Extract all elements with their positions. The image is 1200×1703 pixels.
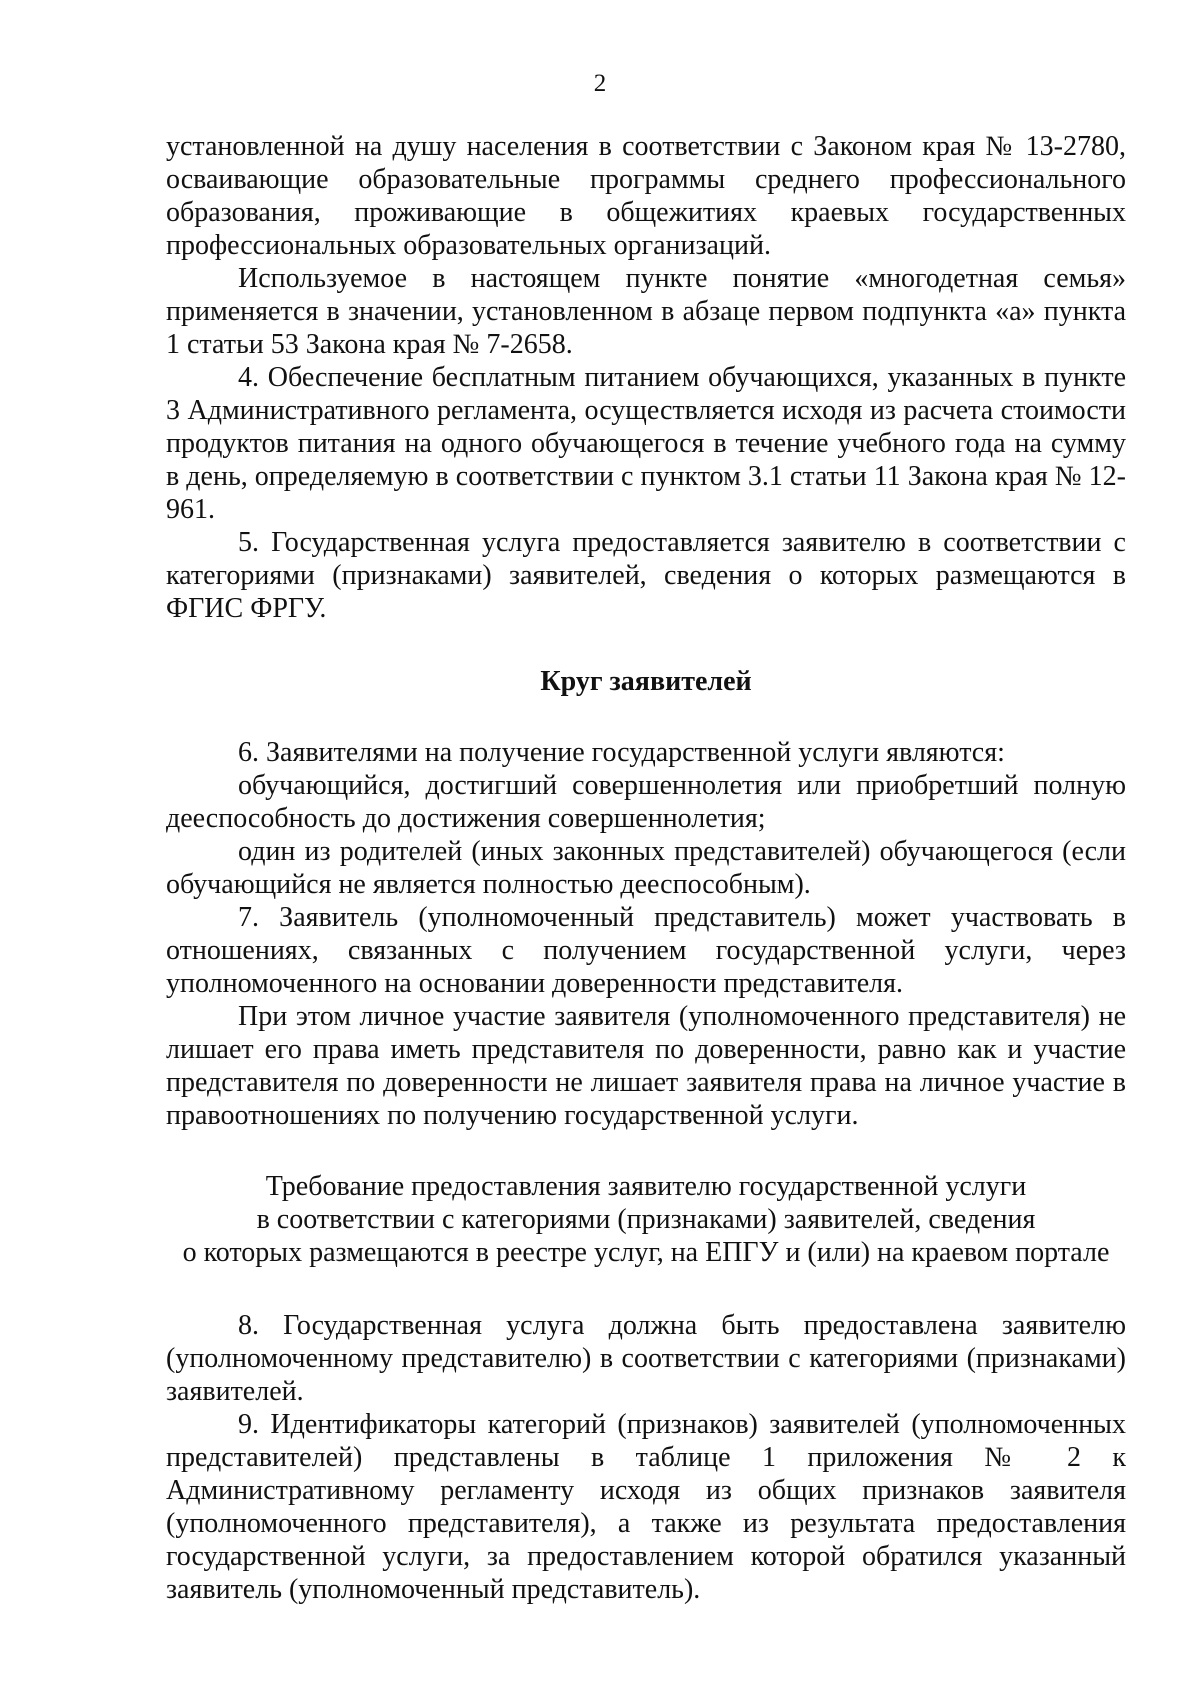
- paragraph-item-7: 7. Заявитель (уполномоченный представитель) может участвовать в отношениях, связанных с получением государственной услуги, через уполномоченного на основании доверенности представителя.: [166, 902, 1126, 999]
- paragraph-item-4: 4. Обеспечение бесплатным питанием обучающихся, указанных в пункте 3 Административного регламента, осуществляется исходя из расчета стоимости продуктов питания на одного обучающегося в течение учебного года на сумму в день, определяемую в соответствии с пунктом 3.1 статьи 11 Закона края № 12-961.: [166, 362, 1126, 525]
- section-heading-applicants: Круг заявителей: [540, 666, 752, 697]
- paragraph-item-6: 6. Заявителями на получение государственной услуги являются:: [238, 737, 1005, 768]
- paragraph-personal-participation: При этом личное участие заявителя (уполномоченного представителя) не лишает его права иметь представителя по доверенности, равно как и участие представителя по доверенности не лишает заявителя права на личное участие в правоотношениях по получению государственной услуги.: [166, 1001, 1126, 1131]
- paragraph-continuation: установленной на душу населения в соответствии с Законом края № 13-2780, осваивающие образовательные программы среднего профессионального образования, проживающие в общежитиях краевых государственных профессиональных образовательных организаций.: [166, 131, 1126, 261]
- section-heading-requirement: [166, 1170, 1126, 1269]
- paragraph-applicant-adult: обучающийся, достигший совершеннолетия или приобретший полную дееспособность до достижения совершеннолетия;: [166, 770, 1126, 834]
- paragraph-item-5: 5. Государственная услуга предоставляется заявителю в соответствии с категориями (признаками) заявителей, сведения о которых размещаются в ФГИС ФРГУ.: [166, 527, 1126, 624]
- paragraph-large-family-definition: Используемое в настоящем пункте понятие «многодетная семья» применяется в значении, установленном в абзаце первом подпункта «а» пункта 1 статьи 53 Закона края № 7-2658.: [166, 263, 1126, 360]
- heading-line: о которых размещаются в реестре услуг, на ЕПГУ и (или) на краевом портале: [182, 1237, 1110, 1268]
- paragraph-applicant-parent: один из родителей (иных законных представителей) обучающегося (если обучающийся не является полностью дееспособным).: [166, 836, 1126, 900]
- page-number: 2: [593, 70, 607, 97]
- paragraph-item-9: 9. Идентификаторы категорий (признаков) заявителей (уполномоченных представителей) представлены в таблице 1 приложения № 2 к Административному регламенту исходя из общих признаков заявителя (уполномоченного представителя), а также из результата предоставления государственной услуги, за предоставлением которой обратился указанный заявитель (уполномоченный представитель).: [166, 1409, 1126, 1605]
- heading-line: Требование предоставления заявителю государственной услуги: [265, 1171, 1027, 1202]
- heading-line: в соответствии с категориями (признаками) заявителей, сведения: [256, 1204, 1036, 1235]
- paragraph-item-8: 8. Государственная услуга должна быть предоставлена заявителю (уполномоченному представителю) в соответствии с категориями (признаками) заявителей.: [166, 1310, 1126, 1407]
- document-body: [166, 130, 1126, 1606]
